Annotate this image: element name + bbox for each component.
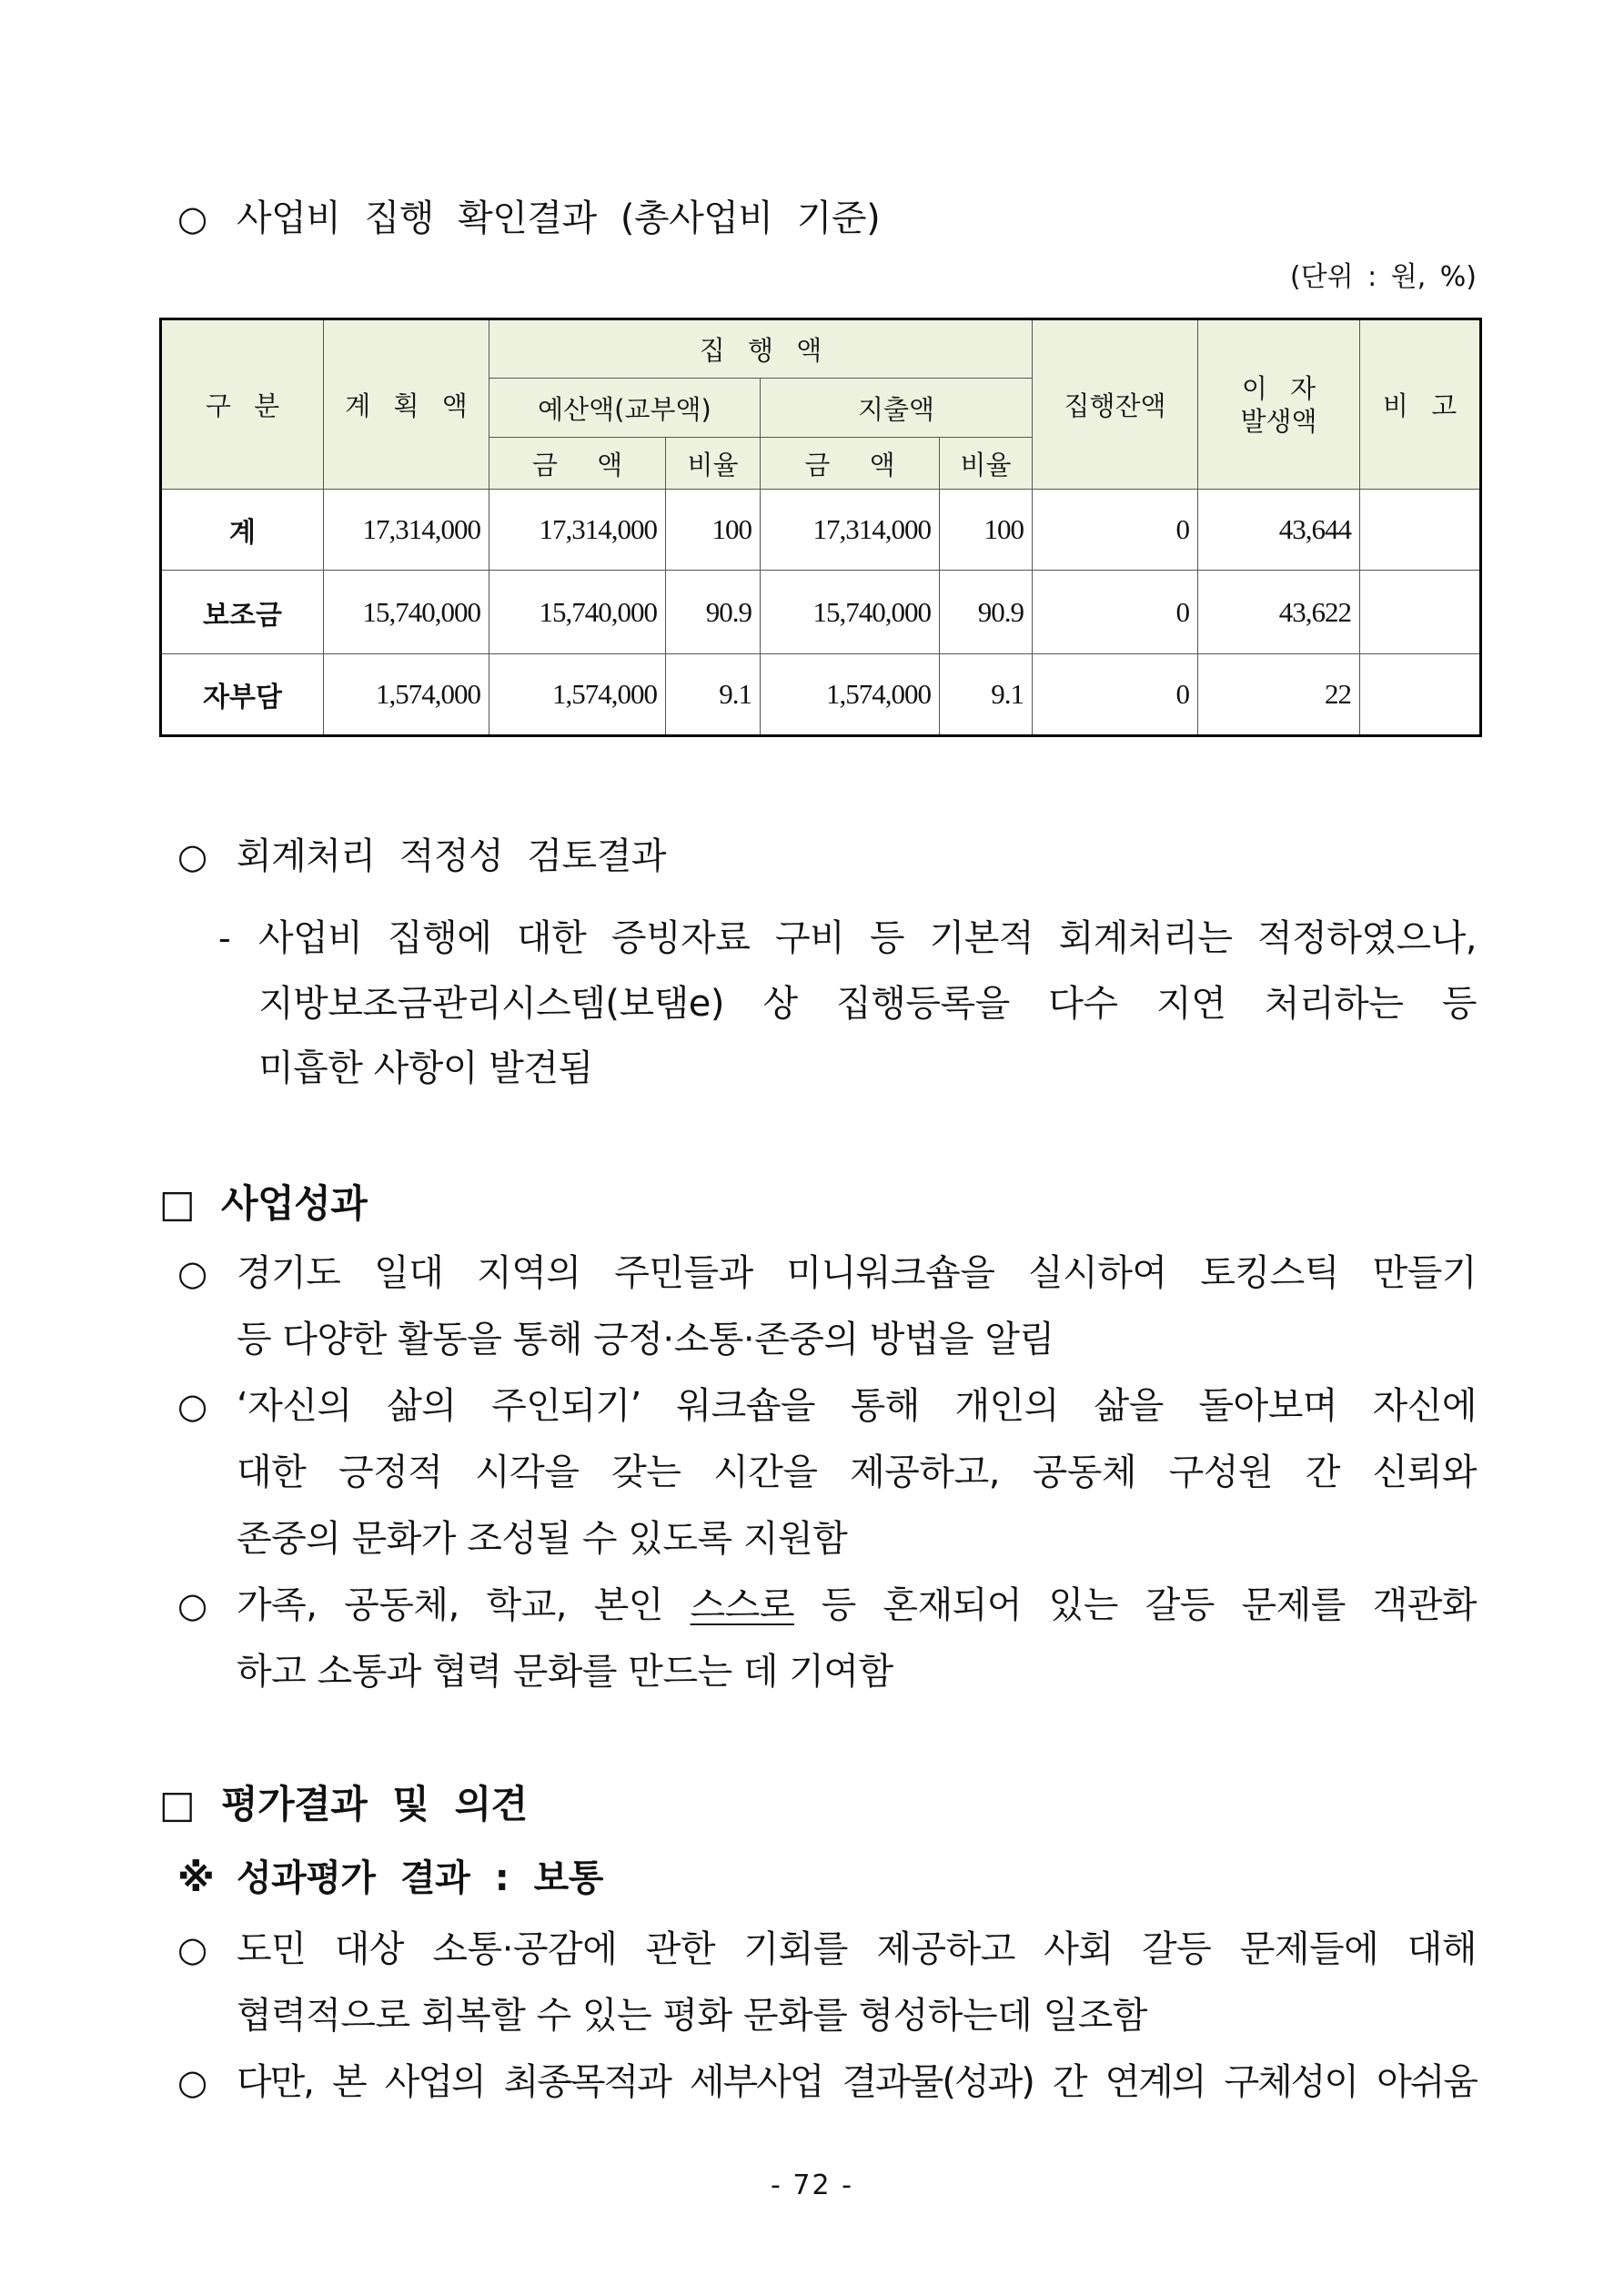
bullet-circle-icon: ○ xyxy=(177,1929,208,1969)
cell-budget-amount: 17,314,000 xyxy=(489,490,666,571)
header-budget-ratio: 비율 xyxy=(666,438,761,490)
cell-balance: 0 xyxy=(1033,654,1198,736)
header-interest xyxy=(1198,319,1360,490)
performance-item-line: 존중의 문화가 조성될 수 있도록 지원함 xyxy=(237,1518,848,1560)
header-budget-amount: 금 액 xyxy=(489,438,666,490)
row-label: 계 xyxy=(161,490,324,571)
row-label: 자부담 xyxy=(161,654,324,736)
cell-exp-ratio: 9.1 xyxy=(940,654,1033,736)
cell-budget-amount: 1,574,000 xyxy=(489,654,666,736)
cell-planned: 1,574,000 xyxy=(324,654,489,736)
row-label: 보조금 xyxy=(161,571,324,654)
bullet-circle-icon: ○ xyxy=(177,836,208,876)
cell-remarks xyxy=(1360,654,1481,736)
execution-table xyxy=(159,318,1482,737)
header-balance: 집행잔액 xyxy=(1033,319,1198,490)
line-segment: 등 혼재되어 있는 갈등 문제를 객관화 xyxy=(793,1584,1478,1626)
header-planned: 계 획 액 xyxy=(324,319,489,490)
cell-budget-ratio: 100 xyxy=(666,490,761,571)
cell-exp-ratio: 90.9 xyxy=(940,571,1033,654)
accounting-detail-line: 지방보조금관리시스템(보탬e) 상 집행등록을 다수 지연 처리하는 등 xyxy=(258,983,1477,1025)
header-remarks: 비 고 xyxy=(1360,319,1481,490)
cell-interest: 43,622 xyxy=(1198,571,1360,654)
evaluation-item-line: 다만, 본 사업의 최종목적과 세부사업 결과물(성과) 간 연계의 구체성이 아쉬움 xyxy=(237,2061,1477,2103)
accounting-heading: 회계처리 적정성 검토결과 xyxy=(237,835,666,877)
header-executed: 집 행 액 xyxy=(489,319,1033,379)
line-segment: 가족, 공동체, 학교, 본인 xyxy=(237,1584,691,1626)
table-row xyxy=(161,490,1481,571)
section-title-evaluation: 평가결과 및 의견 xyxy=(221,1782,528,1826)
accounting-detail-line: 사업비 집행에 대한 증빙자료 구비 등 기본적 회계처리는 적정하였으나, xyxy=(258,917,1477,959)
cell-exp-amount: 15,740,000 xyxy=(761,571,940,654)
header-expenditure: 지출액 xyxy=(761,379,1033,438)
header-interest-line1: 이 자 xyxy=(1241,372,1316,404)
checkbox-square-icon: □ xyxy=(159,1181,196,1226)
section-title-performance: 사업성과 xyxy=(221,1181,368,1226)
header-exp-amount: 금 액 xyxy=(761,438,940,490)
accounting-detail-line: 미흡한 사항이 발견됨 xyxy=(258,1047,593,1089)
cell-exp-amount: 17,314,000 xyxy=(761,490,940,571)
performance-item-line: 하고 소통과 협력 문화를 만드는 데 기여함 xyxy=(237,1651,893,1693)
table-row xyxy=(161,571,1481,654)
performance-item-line: 경기도 일대 지역의 주민들과 미니워크숍을 실시하여 토킹스틱 만들기 xyxy=(237,1252,1477,1294)
cell-remarks xyxy=(1360,571,1481,654)
table-row xyxy=(161,654,1481,736)
cell-balance: 0 xyxy=(1033,571,1198,654)
bullet-circle-icon: ○ xyxy=(177,2062,208,2102)
cell-interest: 22 xyxy=(1198,654,1360,736)
cell-budget-ratio: 9.1 xyxy=(666,654,761,736)
table-header-row xyxy=(161,319,1481,379)
bullet-circle-icon: ○ xyxy=(177,198,208,238)
page-number: - 72 - xyxy=(771,2170,853,2201)
cell-interest: 43,644 xyxy=(1198,490,1360,571)
reference-mark-icon: ※ xyxy=(177,1856,215,1900)
evaluation-result: 성과평가 결과 : 보통 xyxy=(237,1857,603,1899)
bullet-circle-icon: ○ xyxy=(177,1386,208,1426)
checkbox-square-icon: □ xyxy=(159,1782,196,1826)
header-interest-line2: 발생액 xyxy=(1240,405,1317,437)
execution-heading: 사업비 집행 확인결과 (총사업비 기준) xyxy=(237,197,881,239)
performance-item-line xyxy=(237,1578,1477,1633)
dash-marker: - xyxy=(218,918,231,958)
underlined-text: 스스로 xyxy=(690,1584,794,1626)
cell-balance: 0 xyxy=(1033,490,1198,571)
cell-exp-amount: 1,574,000 xyxy=(761,654,940,736)
performance-item-line: ‘자신의 삶의 주인되기’ 워크숍을 통해 개인의 삶을 돌아보며 자신에 xyxy=(237,1385,1477,1427)
cell-budget-amount: 15,740,000 xyxy=(489,571,666,654)
header-category: 구 분 xyxy=(161,319,324,490)
performance-item-line: 등 다양한 활동을 통해 긍정·소통·존중의 방법을 알림 xyxy=(237,1319,1054,1360)
cell-exp-ratio: 100 xyxy=(940,490,1033,571)
cell-remarks xyxy=(1360,490,1481,571)
bullet-circle-icon: ○ xyxy=(177,1253,208,1293)
bullet-circle-icon: ○ xyxy=(177,1585,208,1625)
evaluation-item-line: 도민 대상 소통·공감에 관한 기회를 제공하고 사회 갈등 문제들에 대해 xyxy=(237,1928,1477,1970)
evaluation-item-line: 협력적으로 회복할 수 있는 평화 문화를 형성하는데 일조함 xyxy=(237,1995,1147,2037)
cell-planned: 17,314,000 xyxy=(324,490,489,571)
header-budget: 예산액(교부액) xyxy=(489,379,761,438)
header-exp-ratio: 비율 xyxy=(940,438,1033,490)
unit-label: (단위 : 원, %) xyxy=(1289,261,1477,293)
cell-planned: 15,740,000 xyxy=(324,571,489,654)
performance-item-line: 대한 긍정적 시각을 갖는 시간을 제공하고, 공동체 구성원 간 신뢰와 xyxy=(237,1451,1477,1493)
cell-budget-ratio: 90.9 xyxy=(666,571,761,654)
